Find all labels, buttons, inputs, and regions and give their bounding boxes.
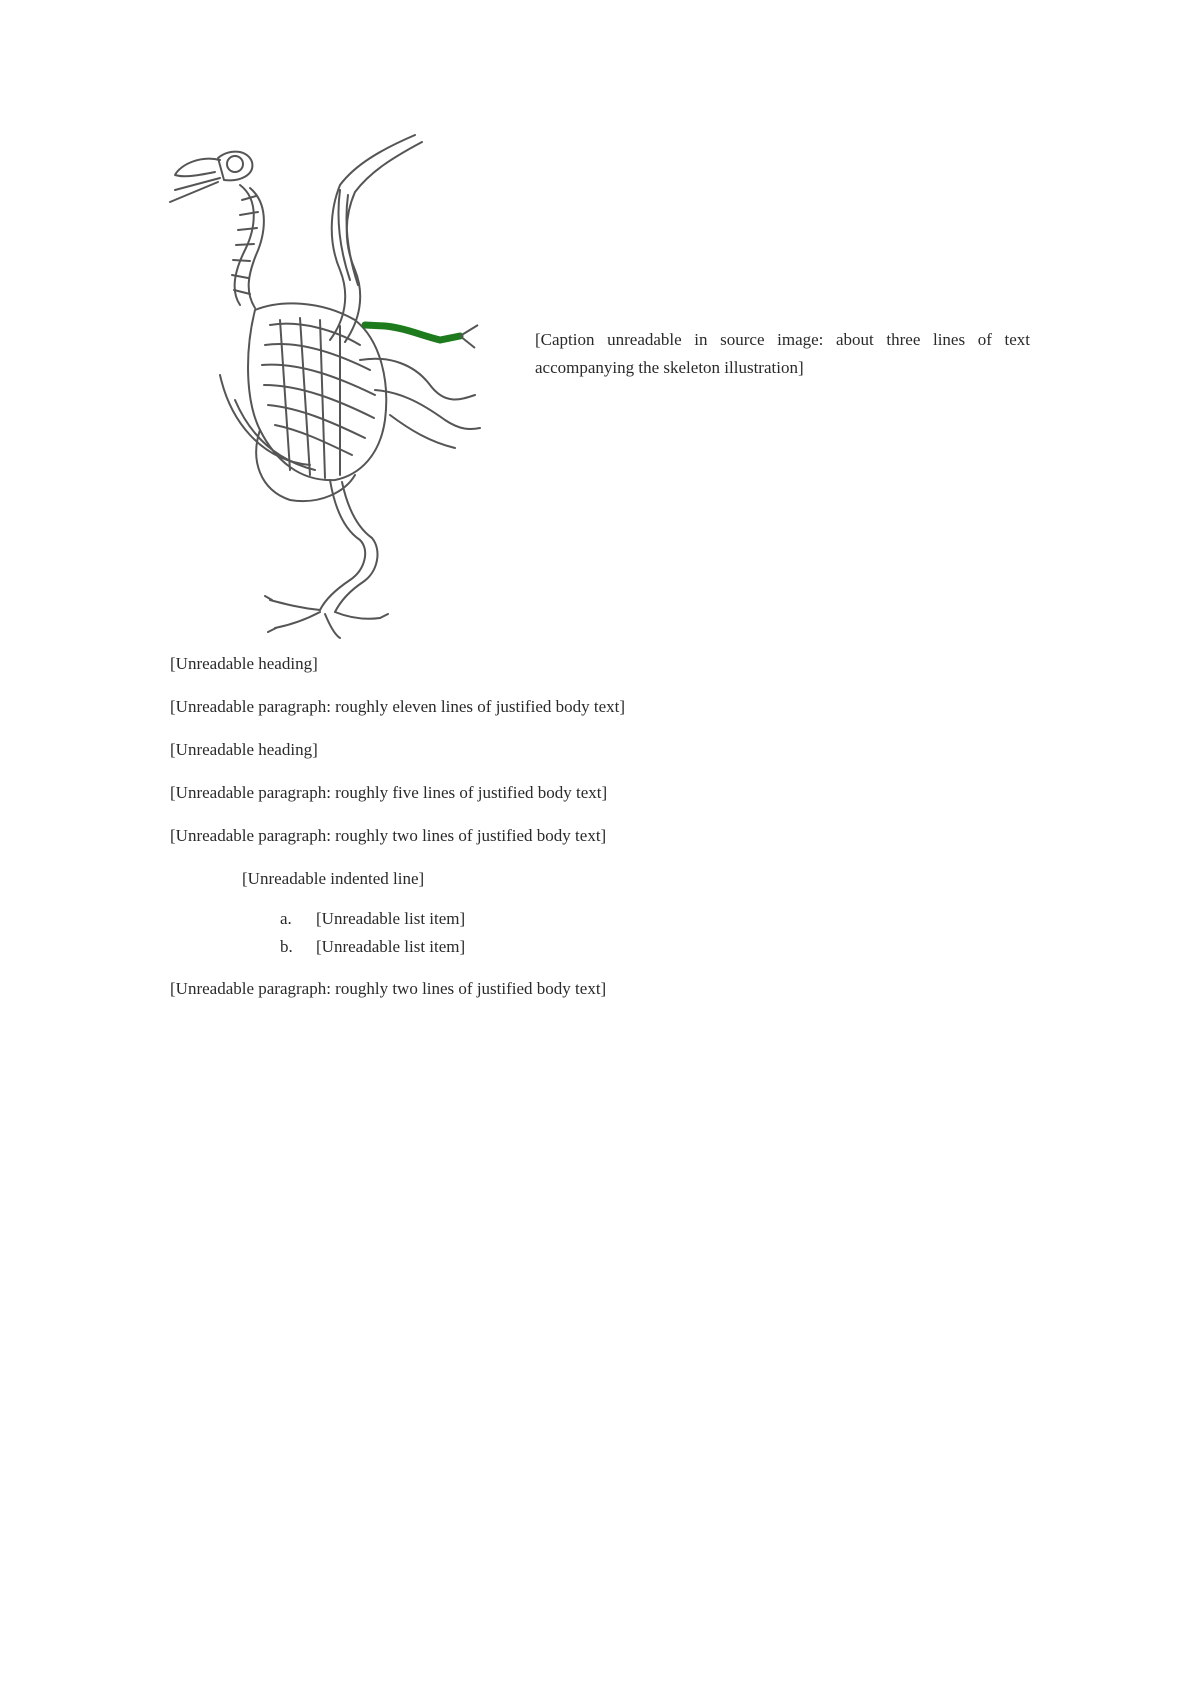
- document-body: [170, 650, 1035, 1018]
- body-paragraph: [Unreadable paragraph: roughly two lines of justified body text]: [170, 826, 607, 845]
- list-marker: b.: [280, 937, 293, 956]
- indented-line: [Unreadable indented line]: [242, 869, 425, 888]
- body-paragraph: [Unreadable paragraph: roughly eleven lines of justified body text]: [170, 697, 626, 716]
- list-item-text: [Unreadable list item]: [316, 909, 466, 928]
- bird-skeleton-figure: [160, 130, 525, 640]
- bird-skeleton-drawing: [160, 130, 525, 640]
- section-heading: [Unreadable heading]: [170, 654, 318, 673]
- figure-caption: [Caption unreadable in source image: about three lines of text accompanying the skeleton illustration]: [535, 330, 1030, 377]
- list-item: [280, 905, 1035, 933]
- bullet-list: [170, 905, 1035, 961]
- body-paragraph: [Unreadable paragraph: roughly five lines of justified body text]: [170, 783, 608, 802]
- closing-paragraph: [Unreadable paragraph: roughly two lines of justified body text]: [170, 979, 607, 998]
- list-item-text: [Unreadable list item]: [316, 937, 466, 956]
- section-heading: [Unreadable heading]: [170, 740, 318, 759]
- list-marker: a.: [280, 909, 292, 928]
- list-item: [280, 933, 1035, 961]
